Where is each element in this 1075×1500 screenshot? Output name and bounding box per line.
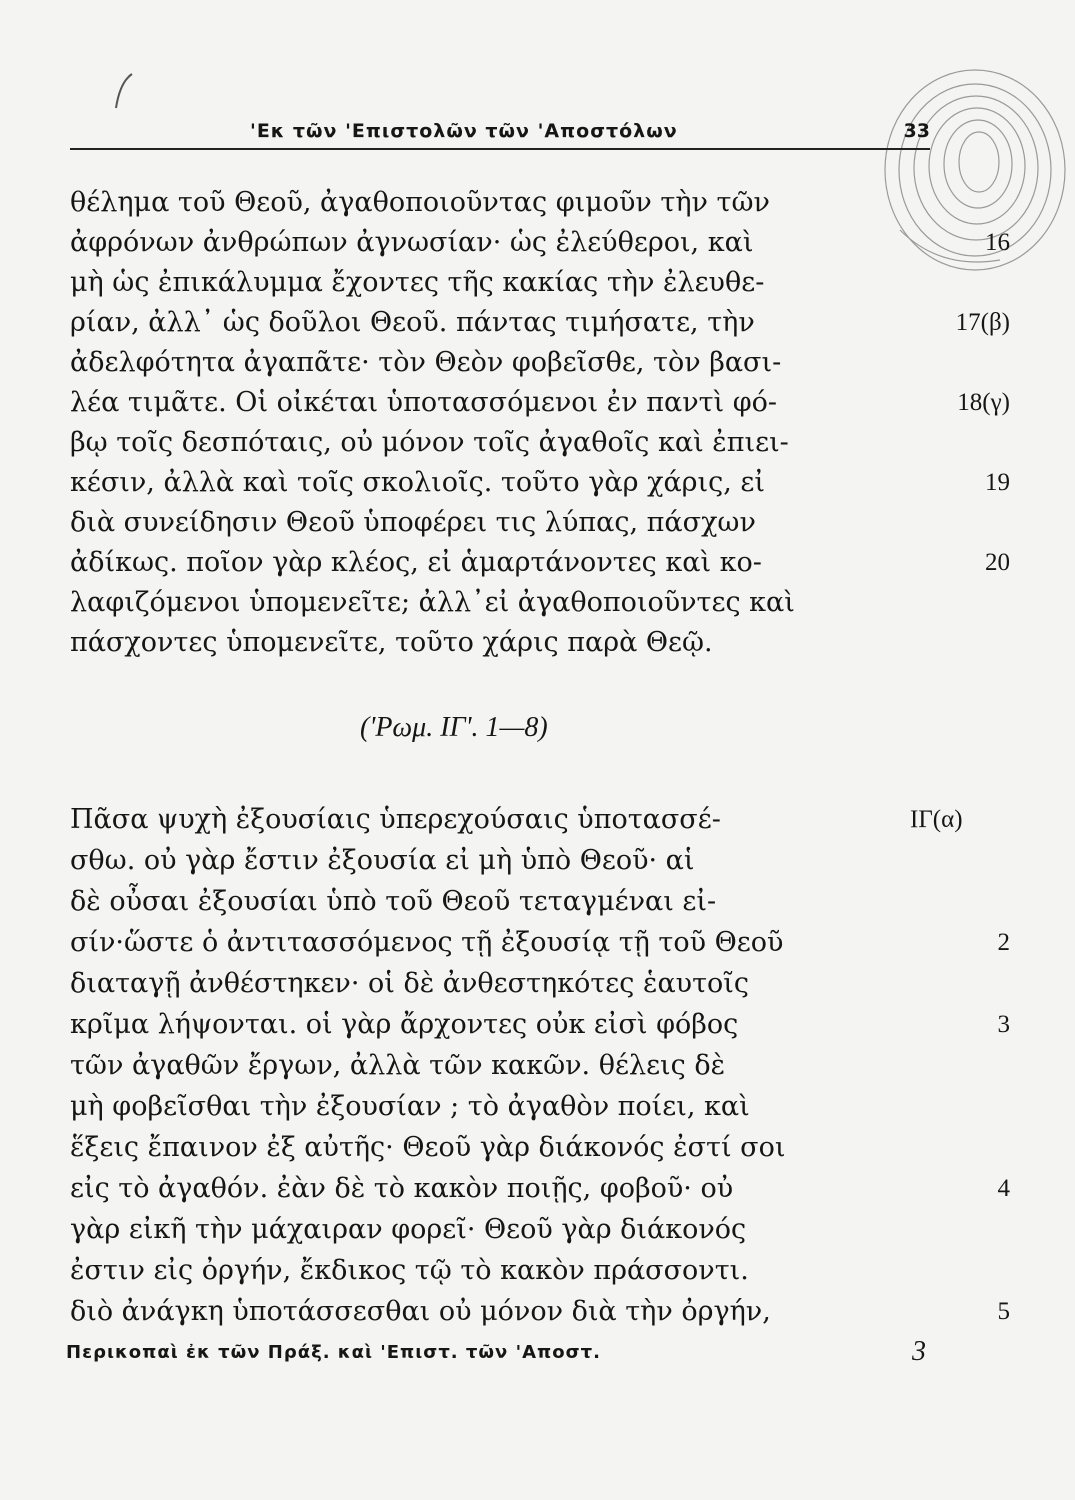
verse-number: ΙΓ(α): [910, 806, 963, 833]
running-header: [70, 116, 930, 150]
verse-number: 17(β): [955, 309, 1010, 336]
signature-number: 3: [912, 1336, 926, 1367]
verse-number: 4: [997, 1175, 1010, 1202]
verse-number: 2: [997, 929, 1010, 956]
verse-number: 19: [985, 469, 1010, 496]
page-number: 33: [903, 120, 930, 142]
verse-number: 5: [997, 1298, 1010, 1325]
pencil-tick-mark: [110, 72, 140, 112]
section-reference: ('Ρωμ. ΙΓ'. 1—8): [360, 712, 548, 743]
running-title: 'Εκ τῶν 'Επιστολῶν τῶν 'Αποστόλων: [250, 120, 678, 142]
verse-number: 16: [985, 229, 1010, 256]
verse-number: 18(γ): [957, 389, 1010, 416]
verse-number: 20: [985, 549, 1010, 576]
signature-footer: [66, 1336, 926, 1382]
signature-line: Περικοπαὶ ἐκ τῶν Πράξ. καὶ 'Επιστ. τῶν 'Αποστ.: [66, 1342, 601, 1363]
header-rule: [70, 148, 930, 150]
verse-number: 3: [997, 1011, 1010, 1038]
